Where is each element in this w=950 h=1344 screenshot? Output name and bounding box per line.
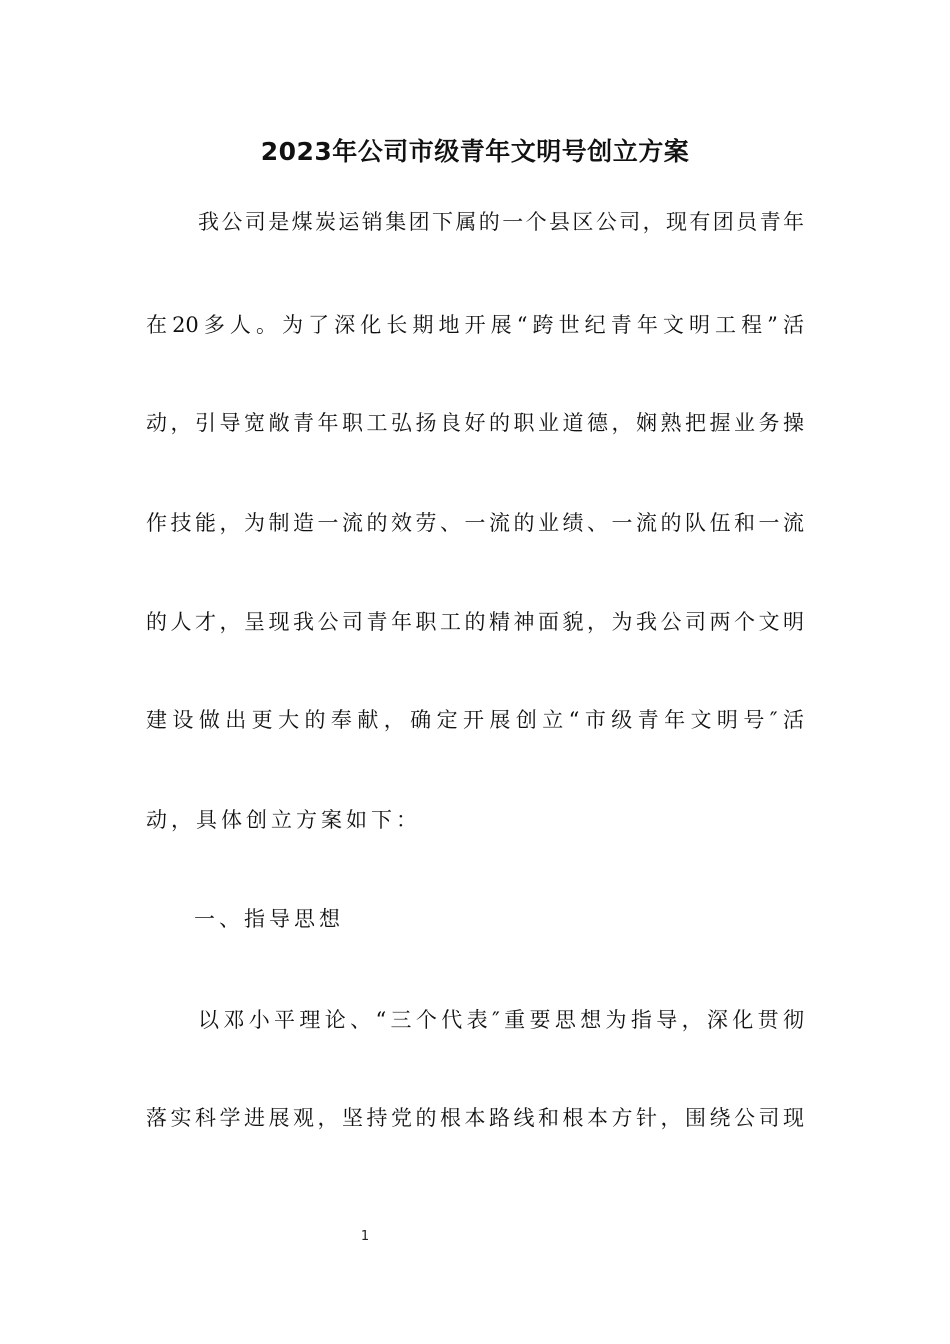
paragraph-line: 在20多人。为了深化长期地开展“跨世纪青年文明工程”活 (146, 313, 804, 337)
paragraph-line: 的人才，呈现我公司青年职工的精神面貌，为我公司两个文明 (146, 610, 804, 634)
paragraph-line: 作技能，为制造一流的效劳、一流的业绩、一流的队伍和一流 (146, 511, 804, 535)
document-title: 2023年公司市级青年文明号创立方案 (260, 137, 690, 166)
paragraph-line: 我公司是煤炭运销集团下属的一个县区公司，现有团员青年 (198, 210, 804, 234)
paragraph-line: 以邓小平理论、“三个代表″重要思想为指导，深化贯彻 (198, 1008, 804, 1032)
section-heading: 一、指导思想 (194, 907, 344, 931)
paragraph-line: 动，具体创立方案如下： (146, 808, 421, 832)
paragraph-line: 落实科学进展观，坚持党的根本路线和根本方针，围绕公司现 (146, 1106, 804, 1130)
paragraph-line: 建设做出更大的奉献，确定开展创立“市级青年文明号″活 (146, 708, 804, 732)
page-number: 1 (360, 1229, 370, 1244)
paragraph-line: 动，引导宽敞青年职工弘扬良好的职业道德，娴熟把握业务操 (146, 411, 804, 435)
